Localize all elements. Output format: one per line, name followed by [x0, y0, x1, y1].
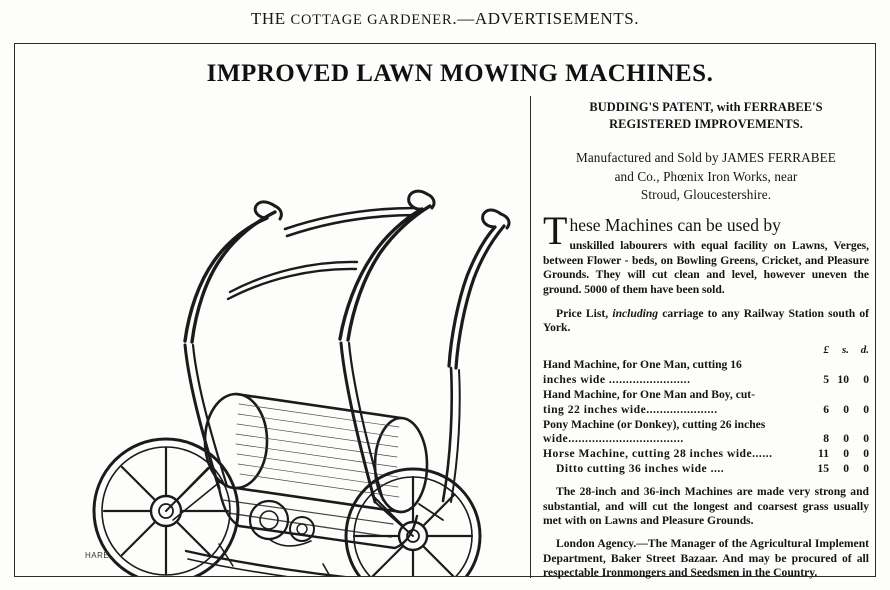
price-row	[543, 418, 869, 433]
price-row-pence: 0	[863, 462, 869, 476]
price-row-desc-line2: ting 22 inches wide.....................	[543, 402, 718, 416]
closing-paragraph-1: The 28-inch and 36-inch Machines are made very strong and substantial, and will cut the longest and coarsest grass usually met with on Lawns and Pleasure Grounds.	[543, 484, 869, 528]
price-row-pence: 0	[863, 373, 869, 387]
price-header-spacer	[543, 343, 809, 358]
column-divider	[530, 96, 531, 578]
price-row	[543, 373, 869, 388]
price-row-pence: 0	[863, 447, 869, 461]
running-head	[0, 0, 890, 29]
manufacturer-line1: Manufactured and Sold by JAMES FERRABEE	[576, 150, 836, 166]
advertisement-frame	[14, 43, 876, 580]
price-row	[543, 447, 869, 462]
price-row-pence: 0	[863, 432, 869, 446]
price-header-shillings: s.	[841, 344, 849, 357]
price-row-pence: 0	[863, 402, 869, 416]
engraver-signature: HARE	[85, 551, 110, 560]
price-row	[543, 403, 869, 418]
price-row-shillings: 0	[843, 432, 849, 446]
price-list-intro-c: carriage to any Railway Station south of York.	[543, 306, 870, 335]
price-row	[543, 432, 869, 447]
price-row-pounds: 15	[817, 462, 829, 476]
running-head-part3: .—ADVERTISEMENTS.	[452, 9, 640, 28]
price-row-pounds: 6	[823, 402, 829, 416]
patent-heading-line2: REGISTERED IMPROVEMENTS.	[609, 116, 803, 131]
lawn-mower-illustration	[23, 96, 528, 576]
price-row-pounds: 5	[823, 373, 829, 387]
lead-sentence: hese Machines can be used by	[569, 215, 781, 236]
price-row-desc-line2: Ditto cutting 36 inches wide ....	[556, 462, 725, 476]
patent-heading-line1: BUDDING'S PATENT, with FERRABEE'S	[589, 100, 823, 114]
lead-paragraph	[543, 208, 869, 298]
manufacturer-line3: Stroud, Gloucestershire.	[640, 186, 772, 202]
price-row-shillings: 10	[837, 373, 849, 387]
price-row	[543, 358, 869, 373]
running-head-part1: THE	[250, 9, 291, 28]
price-row-desc-line1: Hand Machine, for One Man and Boy, cut-	[543, 387, 756, 401]
closing-paragraph-2: London Agency.—The Manager of the Agricultural Implement Department, Baker Street Bazaar. And may be procured of all respectable Ironmongers and Seedsmen in the Country.	[543, 537, 869, 580]
advertisement-title: IMPROVED LAWN MOWING MACHINES.	[206, 60, 714, 87]
price-row-desc-line1: Hand Machine, for One Man, cutting 16	[543, 358, 742, 372]
manufacturer-block	[543, 149, 869, 204]
drop-cap: T	[543, 208, 568, 254]
price-header-pounds: £	[823, 344, 829, 357]
price-row-shillings: 0	[843, 402, 849, 416]
body-paragraph-1: unskilled labourers with equal facility on Lawns, Verges, between Flower - beds, on Bowling Greens, Cricket, and Pleasure Grounds. They will cut clean and level, however uneven the ground. 5000 of them have been sold.	[543, 238, 869, 297]
price-row	[543, 388, 869, 403]
price-table	[543, 343, 869, 477]
price-row-desc-line2: inches wide ........................	[543, 373, 691, 387]
price-list-intro-b: including	[612, 306, 659, 320]
price-row-desc-line1: Pony Machine (or Donkey), cutting 26 inches	[543, 417, 766, 431]
price-row-shillings: 0	[843, 447, 849, 461]
price-list-intro	[543, 307, 869, 336]
running-head-publication: COTTAGE GARDENER	[290, 12, 453, 28]
price-list-intro-a: Price List,	[556, 306, 613, 320]
price-table-header	[543, 343, 869, 358]
advertisement-text-column	[543, 99, 869, 581]
price-header-pence: d.	[860, 344, 869, 357]
price-row-shillings: 0	[843, 462, 849, 476]
price-row-desc-line2: Horse Machine, cutting 28 inches wide......	[543, 447, 773, 461]
price-row-desc-line2: wide..................................	[543, 432, 684, 446]
manufacturer-line2: and Co., Phœnix Iron Works, near	[614, 168, 798, 184]
price-row-pounds: 11	[818, 447, 829, 461]
price-row	[543, 462, 869, 477]
patent-heading	[543, 99, 869, 132]
price-row-pounds: 8	[823, 432, 829, 446]
